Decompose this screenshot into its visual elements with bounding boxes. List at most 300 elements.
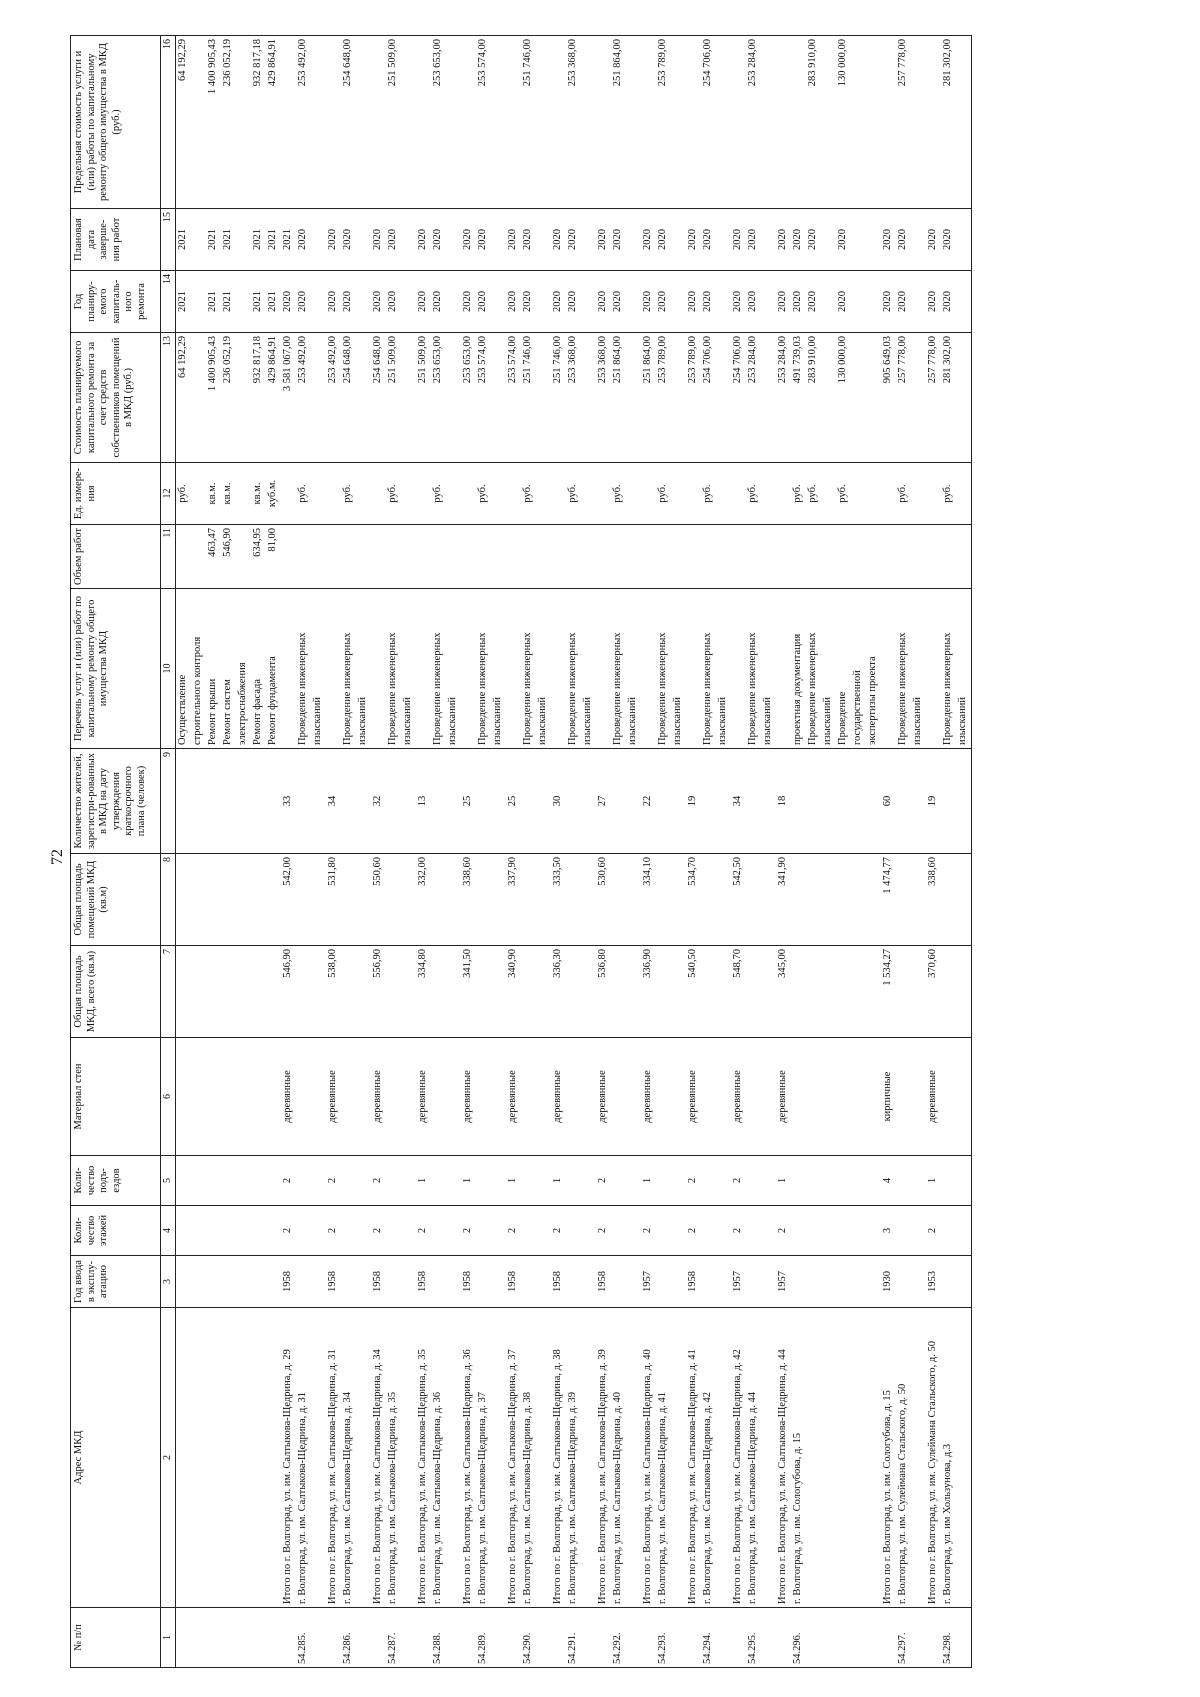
address-cell: г. Волгоград, ул. им. Салтыкова-Щедрина, д. 34 (341, 1308, 356, 1608)
work-type-cell: изысканий (581, 589, 596, 749)
planned-cost-cell (866, 333, 881, 463)
planned-cost-cell: 254 706,00 (701, 333, 716, 463)
max-cost-cell (761, 36, 776, 209)
completion-date-cell (191, 209, 206, 271)
work-type-cell: Ремонт фундамента (266, 589, 281, 749)
unit-cell (371, 463, 386, 525)
premises-area-cell: 1 474,77 (881, 854, 896, 946)
table-row (776, 36, 791, 1668)
planned-year-cell: 2020 (791, 271, 806, 333)
unit-cell (551, 463, 566, 525)
total-area-cell (491, 946, 506, 1038)
completion-date-cell: 2020 (461, 209, 476, 271)
row-number-cell (596, 1608, 611, 1668)
unit-cell (416, 463, 431, 525)
row-number-cell (641, 1608, 656, 1668)
work-type-cell: Проведение инженерных (476, 589, 491, 749)
unit-cell (716, 463, 731, 525)
entrances-cell: 1 (416, 1156, 431, 1206)
entrances-cell (341, 1156, 356, 1206)
commission-year-cell (701, 1256, 716, 1308)
planned-cost-cell: 251 509,00 (416, 333, 431, 463)
floors-cell (566, 1206, 581, 1256)
premises-area-cell (356, 854, 371, 946)
unit-cell (866, 463, 881, 525)
planned-cost-cell: 283 910,00 (806, 333, 821, 463)
address-cell: г. Волгоград, ул. им Хользунова, д.3 (941, 1308, 956, 1608)
max-cost-cell (641, 36, 656, 209)
residents-cell: 60 (881, 749, 896, 854)
planned-cost-cell: 1 400 905,43 (206, 333, 221, 463)
address-cell: г. Волгоград, ул. им. Салтыкова-Щедрина, д. 31 (296, 1308, 311, 1608)
total-area-cell (221, 946, 236, 1038)
address-cell: г. Волгоград, ул. им. Салтыкова-Щедрина, д. 38 (521, 1308, 536, 1608)
premises-area-cell (836, 854, 851, 946)
completion-date-cell: 2020 (686, 209, 701, 271)
entrances-cell (806, 1156, 821, 1206)
work-type-cell: Проведение инженерных (431, 589, 446, 749)
max-cost-cell: 251 864,00 (611, 36, 626, 209)
work-volume-cell (836, 525, 851, 589)
completion-date-cell: 2020 (896, 209, 911, 271)
max-cost-cell: 253 789,00 (656, 36, 671, 209)
planned-year-cell (491, 271, 506, 333)
wall-material-cell (236, 1038, 251, 1156)
entrances-cell: 1 (641, 1156, 656, 1206)
planned-cost-cell (356, 333, 371, 463)
address-cell: Итого по г. Волгоград, ул. им. Салтыкова-Щедрина, д. 41 (686, 1308, 701, 1608)
total-area-cell: 345,00 (776, 946, 791, 1038)
floors-cell (236, 1206, 251, 1256)
work-type-cell: Проведение инженерных (521, 589, 536, 749)
entrances-cell (446, 1156, 461, 1206)
commission-year-cell (491, 1256, 506, 1308)
commission-year-cell (221, 1256, 236, 1308)
unit-cell (311, 463, 326, 525)
row-number-cell: 54.294. (701, 1608, 716, 1668)
planned-year-cell: 2021 (251, 271, 266, 333)
row-number-cell (251, 1608, 266, 1668)
column-header-14: Год планиру-емого капиталь-ного ремонта (71, 271, 161, 333)
commission-year-cell (716, 1256, 731, 1308)
column-number-16: 16 (161, 36, 176, 209)
unit-cell (761, 463, 776, 525)
commission-year-cell (236, 1256, 251, 1308)
work-volume-cell (956, 525, 972, 589)
max-cost-cell: 236 052,19 (221, 36, 236, 209)
wall-material-cell (656, 1038, 671, 1156)
work-volume-cell (866, 525, 881, 589)
row-number-cell (281, 1608, 296, 1668)
wall-material-cell (401, 1038, 416, 1156)
commission-year-cell (611, 1256, 626, 1308)
residents-cell (476, 749, 491, 854)
residents-cell: 25 (461, 749, 476, 854)
wall-material-cell: деревянные (776, 1038, 791, 1156)
work-type-cell: изысканий (671, 589, 686, 749)
column-number-7: 7 (161, 946, 176, 1038)
planned-year-cell: 2021 (221, 271, 236, 333)
total-area-cell (701, 946, 716, 1038)
premises-area-cell (806, 854, 821, 946)
row-number-cell (401, 1608, 416, 1668)
unit-cell (881, 463, 896, 525)
max-cost-cell: 1 400 905,43 (206, 36, 221, 209)
completion-date-cell: 2020 (941, 209, 956, 271)
wall-material-cell: деревянные (551, 1038, 566, 1156)
work-type-cell (326, 589, 341, 749)
unit-cell: руб. (176, 463, 192, 525)
premises-area-cell: 531,80 (326, 854, 341, 946)
column-number-6: 6 (161, 1038, 176, 1156)
entrances-cell (581, 1156, 596, 1206)
completion-date-cell (491, 209, 506, 271)
wall-material-cell: деревянные (731, 1038, 746, 1156)
planned-cost-cell (821, 333, 836, 463)
column-number-12: 12 (161, 463, 176, 525)
residents-cell (746, 749, 761, 854)
max-cost-cell (851, 36, 866, 209)
entrances-cell (221, 1156, 236, 1206)
unit-cell (641, 463, 656, 525)
row-number-cell (356, 1608, 371, 1668)
table-row (191, 36, 206, 1668)
address-cell: г. Волгоград, ул. им. Сологубова, д. 15 (791, 1308, 806, 1608)
premises-area-cell (296, 854, 311, 946)
work-volume-cell (611, 525, 626, 589)
residents-cell: 30 (551, 749, 566, 854)
completion-date-cell (851, 209, 866, 271)
completion-date-cell: 2021 (251, 209, 266, 271)
completion-date-cell: 2021 (281, 209, 296, 271)
row-number-cell: 54.297. (896, 1608, 911, 1668)
wall-material-cell: деревянные (371, 1038, 386, 1156)
max-cost-cell: 429 864,91 (266, 36, 281, 209)
residents-cell (251, 749, 266, 854)
completion-date-cell: 2020 (701, 209, 716, 271)
planned-year-cell: 2020 (296, 271, 311, 333)
work-type-cell: Проведение инженерных (656, 589, 671, 749)
planned-cost-cell: 253 368,00 (566, 333, 581, 463)
work-volume-cell: 81,00 (266, 525, 281, 589)
column-number-5: 5 (161, 1156, 176, 1206)
commission-year-cell (896, 1256, 911, 1308)
work-volume-cell (176, 525, 192, 589)
address-cell: г. Волгоград, ул. им. Салтыкова-Щедрина, д. 37 (476, 1308, 491, 1608)
floors-cell (221, 1206, 236, 1256)
total-area-cell (656, 946, 671, 1038)
work-type-cell: изысканий (716, 589, 731, 749)
unit-cell (851, 463, 866, 525)
work-type-cell (641, 589, 656, 749)
table-row (521, 36, 536, 1668)
residents-cell (761, 749, 776, 854)
total-area-cell (521, 946, 536, 1038)
work-volume-cell (596, 525, 611, 589)
table-row (701, 36, 716, 1668)
entrances-cell (206, 1156, 221, 1206)
residents-cell (821, 749, 836, 854)
wall-material-cell (851, 1038, 866, 1156)
entrances-cell (671, 1156, 686, 1206)
floors-cell: 2 (686, 1206, 701, 1256)
work-volume-cell (326, 525, 341, 589)
row-number-cell (956, 1608, 972, 1668)
row-number-cell (536, 1608, 551, 1668)
table-row (401, 36, 416, 1668)
row-number-cell: 54.295. (746, 1608, 761, 1668)
premises-area-cell (896, 854, 911, 946)
row-number-cell (506, 1608, 521, 1668)
planned-cost-cell: 251 864,00 (611, 333, 626, 463)
planned-year-cell: 2020 (641, 271, 656, 333)
work-volume-cell (461, 525, 476, 589)
completion-date-cell (356, 209, 371, 271)
work-volume-cell (446, 525, 461, 589)
wall-material-cell (536, 1038, 551, 1156)
unit-cell (671, 463, 686, 525)
completion-date-cell: 2020 (386, 209, 401, 271)
work-type-cell: изысканий (536, 589, 551, 749)
entrances-cell (296, 1156, 311, 1206)
premises-area-cell (386, 854, 401, 946)
floors-cell: 2 (416, 1206, 431, 1256)
address-cell (851, 1308, 866, 1608)
wall-material-cell: деревянные (506, 1038, 521, 1156)
commission-year-cell: 1958 (596, 1256, 611, 1308)
planned-year-cell: 2020 (431, 271, 446, 333)
max-cost-cell (446, 36, 461, 209)
work-type-cell: изысканий (311, 589, 326, 749)
work-volume-cell (311, 525, 326, 589)
work-type-cell (506, 589, 521, 749)
address-cell: Итого по г. Волгоград, ул. им. Салтыкова-Щедрина, д. 40 (641, 1308, 656, 1608)
entrances-cell (356, 1156, 371, 1206)
entrances-cell (236, 1156, 251, 1206)
planned-year-cell: 2020 (746, 271, 761, 333)
planned-year-cell (401, 271, 416, 333)
unit-cell: руб. (836, 463, 851, 525)
max-cost-cell: 251 509,00 (386, 36, 401, 209)
work-volume-cell (191, 525, 206, 589)
planned-cost-cell: 251 864,00 (641, 333, 656, 463)
max-cost-cell (626, 36, 641, 209)
address-cell (446, 1308, 461, 1608)
entrances-cell (866, 1156, 881, 1206)
work-volume-cell (581, 525, 596, 589)
planned-cost-cell (761, 333, 776, 463)
planned-cost-cell (911, 333, 926, 463)
premises-area-cell: 550,60 (371, 854, 386, 946)
planned-year-cell: 2021 (266, 271, 281, 333)
floors-cell (431, 1206, 446, 1256)
row-number-cell: 54.288. (431, 1608, 446, 1668)
work-volume-cell (491, 525, 506, 589)
commission-year-cell (941, 1256, 956, 1308)
commission-year-cell: 1953 (926, 1256, 941, 1308)
wall-material-cell: деревянные (461, 1038, 476, 1156)
total-area-cell: 538,00 (326, 946, 341, 1038)
row-number-cell (191, 1608, 206, 1668)
column-number-1: 1 (161, 1608, 176, 1668)
row-number-cell (776, 1608, 791, 1668)
floors-cell (476, 1206, 491, 1256)
residents-cell: 22 (641, 749, 656, 854)
entrances-cell: 4 (881, 1156, 896, 1206)
entrances-cell: 2 (686, 1156, 701, 1206)
entrances-cell: 2 (596, 1156, 611, 1206)
planned-year-cell: 2020 (371, 271, 386, 333)
table-row (596, 36, 611, 1668)
residents-cell (941, 749, 956, 854)
table-row (386, 36, 401, 1668)
premises-area-cell (521, 854, 536, 946)
entrances-cell (746, 1156, 761, 1206)
address-cell: Итого по г. Волгоград, ул. им. Салтыкова-Щедрина, д. 29 (281, 1308, 296, 1608)
work-volume-cell (521, 525, 536, 589)
table-row (941, 36, 956, 1668)
unit-cell: руб. (521, 463, 536, 525)
entrances-cell (521, 1156, 536, 1206)
residents-cell (206, 749, 221, 854)
commission-year-cell (386, 1256, 401, 1308)
commission-year-cell (266, 1256, 281, 1308)
planned-cost-cell (716, 333, 731, 463)
table-row (881, 36, 896, 1668)
unit-cell (401, 463, 416, 525)
wall-material-cell (866, 1038, 881, 1156)
residents-cell (866, 749, 881, 854)
completion-date-cell: 2020 (596, 209, 611, 271)
entrances-cell (431, 1156, 446, 1206)
planned-year-cell (311, 271, 326, 333)
planned-cost-cell: 253 368,00 (596, 333, 611, 463)
work-type-cell: Проведение инженерных (746, 589, 761, 749)
premises-area-cell (611, 854, 626, 946)
address-cell: Итого по г. Волгоград, ул. им. Салтыкова-Щедрина, д. 37 (506, 1308, 521, 1608)
unit-cell: руб. (701, 463, 716, 525)
wall-material-cell: деревянные (326, 1038, 341, 1156)
unit-cell: руб. (476, 463, 491, 525)
table-row (506, 36, 521, 1668)
floors-cell: 2 (506, 1206, 521, 1256)
planned-year-cell: 2020 (461, 271, 476, 333)
planned-year-cell: 2020 (596, 271, 611, 333)
row-number-cell (206, 1608, 221, 1668)
unit-cell (596, 463, 611, 525)
commission-year-cell (836, 1256, 851, 1308)
premises-area-cell: 338,60 (461, 854, 476, 946)
floors-cell (836, 1206, 851, 1256)
commission-year-cell: 1958 (461, 1256, 476, 1308)
total-area-cell (611, 946, 626, 1038)
entrances-cell (626, 1156, 641, 1206)
planned-year-cell: 2020 (341, 271, 356, 333)
table-row (476, 36, 491, 1668)
work-type-cell: изысканий (956, 589, 972, 749)
address-cell: Итого по г. Волгоград, ул. им. Салтыкова-Щедрина, д. 42 (731, 1308, 746, 1608)
address-cell (716, 1308, 731, 1608)
residents-cell: 18 (776, 749, 791, 854)
planned-cost-cell (491, 333, 506, 463)
planned-year-cell (956, 271, 972, 333)
max-cost-cell (731, 36, 746, 209)
table-row (956, 36, 972, 1668)
max-cost-cell (956, 36, 972, 209)
table-row (536, 36, 551, 1668)
planned-year-cell: 2020 (611, 271, 626, 333)
max-cost-cell (506, 36, 521, 209)
max-cost-cell (686, 36, 701, 209)
max-cost-cell (716, 36, 731, 209)
total-area-cell (941, 946, 956, 1038)
residents-cell (311, 749, 326, 854)
floors-cell: 2 (596, 1206, 611, 1256)
wall-material-cell (251, 1038, 266, 1156)
floors-cell (581, 1206, 596, 1256)
planned-cost-cell: 236 052,19 (221, 333, 236, 463)
table-row (341, 36, 356, 1668)
premises-area-cell: 530,60 (596, 854, 611, 946)
residents-cell (611, 749, 626, 854)
completion-date-cell: 2020 (326, 209, 341, 271)
work-volume-cell (236, 525, 251, 589)
planned-cost-cell: 932 817,18 (251, 333, 266, 463)
total-area-cell: 540,50 (686, 946, 701, 1038)
max-cost-cell (416, 36, 431, 209)
residents-cell (341, 749, 356, 854)
max-cost-cell (671, 36, 686, 209)
floors-cell (341, 1206, 356, 1256)
completion-date-cell (236, 209, 251, 271)
max-cost-cell (581, 36, 596, 209)
commission-year-cell (671, 1256, 686, 1308)
unit-cell (491, 463, 506, 525)
planned-cost-cell: 130 000,00 (836, 333, 851, 463)
premises-area-cell (536, 854, 551, 946)
row-number-cell (266, 1608, 281, 1668)
entrances-cell (656, 1156, 671, 1206)
address-cell (206, 1308, 221, 1608)
entrances-cell (851, 1156, 866, 1206)
residents-cell (911, 749, 926, 854)
premises-area-cell (761, 854, 776, 946)
entrances-cell (386, 1156, 401, 1206)
planned-cost-cell (581, 333, 596, 463)
planned-cost-cell: 253 284,00 (776, 333, 791, 463)
residents-cell (431, 749, 446, 854)
entrances-cell: 2 (371, 1156, 386, 1206)
wall-material-cell (491, 1038, 506, 1156)
entrances-cell (761, 1156, 776, 1206)
wall-material-cell: деревянные (686, 1038, 701, 1156)
address-cell (581, 1308, 596, 1608)
address-cell (491, 1308, 506, 1608)
work-type-cell: экспертизы проекта (866, 589, 881, 749)
table-row (551, 36, 566, 1668)
wall-material-cell (221, 1038, 236, 1156)
premises-area-cell (866, 854, 881, 946)
row-number-cell (371, 1608, 386, 1668)
commission-year-cell (521, 1256, 536, 1308)
work-type-cell: Ремонт систем (221, 589, 236, 749)
completion-date-cell (626, 209, 641, 271)
wall-material-cell (791, 1038, 806, 1156)
row-number-cell (911, 1608, 926, 1668)
premises-area-cell (491, 854, 506, 946)
commission-year-cell (176, 1256, 192, 1308)
premises-area-cell: 338,60 (926, 854, 941, 946)
